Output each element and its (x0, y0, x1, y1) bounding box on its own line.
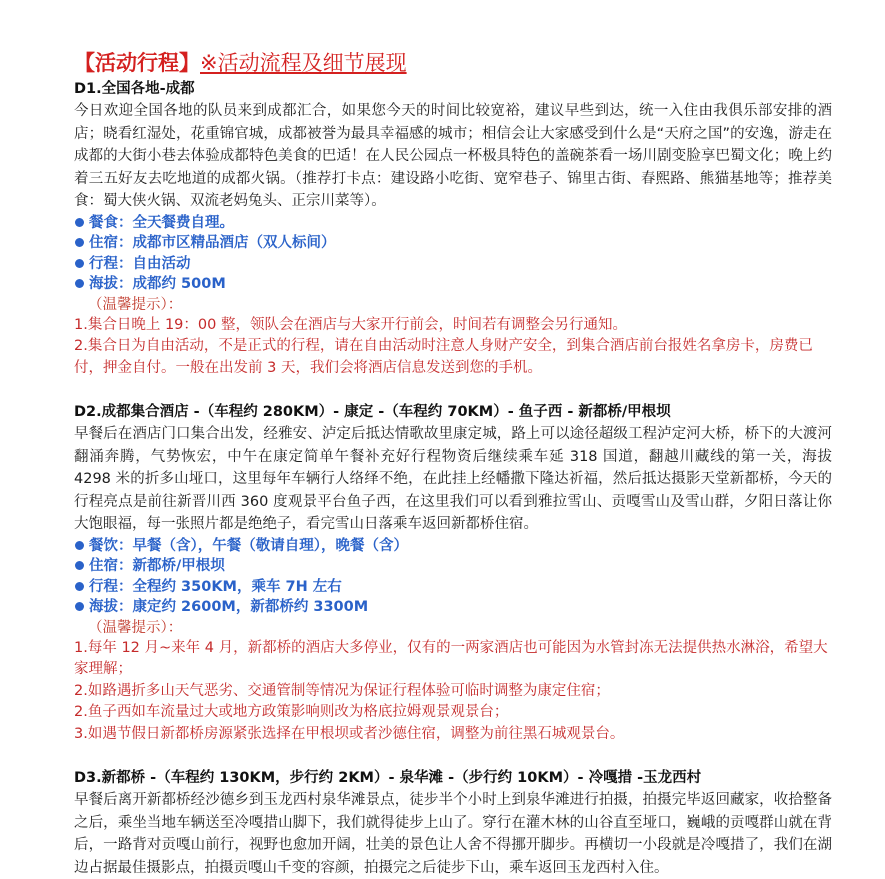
tip-item: 2.如路遇折多山天气恶劣、交通管制等情况为保证行程体验可临时调整为康定住宿； (74, 682, 610, 699)
day-info-list (74, 536, 885, 618)
day-description: 今日欢迎全国各地的队员来到成都汇合，如果您今天的时间比较宽裕，建议早些到达，统一入住由我俱乐部安排的酒店；晓看红湿处，花重锦官城，成都被誉为最具幸福感的城市；相信会让大家感受到什么是“天府之国”的安逸，游走在成都的大街小巷去体验成都特色美食的巴适！在人民公园点一杯极具特色的盖碗茶看一场川剧变脸享巴蜀文化；晚上约着三五好友去吃地道的成都火锅。（推荐打卡点：建设路小吃街、宽窄巷子、锦里古街、春熙路、熊猫基地等；推荐美食：蜀大侠火锅、双流老妈兔头、正宗川菜等）。 (74, 103, 832, 209)
tips-label: （温馨提示）： (88, 296, 183, 313)
info-item-altitude: 海拔：康定约 2600M，新都桥约 3300M (74, 597, 885, 618)
tip-item: 2.鱼子西如车流量过大或地方政策影响则改为格底拉姆观景观景台； (74, 704, 509, 720)
section-gap (74, 745, 885, 767)
day-description: 早餐后离开新都桥经沙德乡到玉龙西村泉华滩景点，徒步半个小时上到泉华滩进行拍摄，拍摄完毕返回藏家，收拾整备之后，乘坐当地车辆送至冷嘎措山脚下，我们就得徒步上山了。穿行在灌木林的山谷直至垭口，巍峨的贡嘎群山就在背后，一路背对贡嘎山前行，视野也愈加开阔，壮美的景色让人舍不得挪开脚步。再横切一小段就是冷嘎措了，我们在湖边占据最佳摄影点，拍摄贡嘎山千变的容颜，拍摄完之后徒步下山，乘车返回玉龙西村入住。 (74, 792, 832, 876)
bullet-dot-icon (75, 238, 84, 247)
day-title: D2.成都集合酒店 -（车程约 280KM）- 康定 -（车程约 70KM）- 鱼子西 - 新都桥/甲根坝 (74, 404, 671, 420)
info-item-lodging: 住宿：成都市区精品酒店（双人标间） (74, 233, 885, 254)
info-item-lodging: 住宿：新都桥/甲根坝 (74, 556, 885, 577)
tip-item: 1.集合日晚上 19：00 整，领队会在酒店与大家开行前会，时间若有调整会另行通知。 (74, 316, 627, 333)
bullet-dot-icon (75, 561, 84, 570)
day-section-3 (74, 767, 885, 879)
bullet-dot-icon (75, 259, 84, 268)
day-description: 早餐后在酒店门口集合出发，经雅安、泸定后抵达情歌故里康定城，路上可以途径超级工程泸定河大桥，桥下的大渡河翻涌奔腾，气势恢宏，中午在康定简单午餐补充好行程物资后继续乘车延 318 国道，翻越川藏线的第一关，海拔 4298 米的折多山垭口，这里每年车辆行人络绎不绝，在此挂上经幡撒下隆达祈福，然后抵达摄影天堂新都桥，今天的行程亮点是前往新晋川西 360 度观景平台鱼子西，在这里我们可以看到雅拉雪山、贡嘎雪山及雪山群，夕阳日落让你大饱眼福，每一张照片都是绝绝子，看完雪山日落乘车返回新都桥住宿。 (74, 426, 832, 532)
info-item-meals: 餐食：全天餐费自理。 (74, 213, 885, 234)
day-section-1 (74, 78, 885, 379)
bullet-dot-icon (75, 602, 84, 611)
info-item-route: 行程：自由活动 (74, 254, 885, 275)
bullet-dot-icon (75, 582, 84, 591)
tip-item: 1.每年 12 月~来年 4 月，新都桥的酒店大多停业，仅有的一两家酒店也可能因为水管封冻无法提供热水淋浴，希望大家理解； (74, 639, 828, 677)
tip-item: 2.集合日为自由活动，不是正式的行程，请在自由活动时注意人身财产安全，到集合酒店前台报姓名拿房卡，房费已付，押金自付。一般在出发前 3 天，我们会将酒店信息发送到您的手机。 (74, 338, 813, 376)
heading-subtitle: ※活动流程及细节展现 (200, 51, 407, 75)
day-title: D3.新都桥 -（车程约 130KM，步行约 2KM）- 泉华滩 -（步行约 10KM）- 冷嘎措 -玉龙西村 (74, 770, 702, 786)
day-section-2 (74, 401, 885, 745)
info-item-meals: 餐饮：早餐（含），午餐（敬请自理），晚餐（含） (74, 536, 885, 557)
section-gap (74, 379, 885, 401)
bullet-dot-icon (75, 541, 84, 550)
bullet-dot-icon (75, 218, 84, 227)
day-title: D1.全国各地-成都 (74, 81, 195, 97)
tip-item: 3.如遇节假日新都桥房源紧张选择在甲根坝或者沙德住宿，调整为前往黑石城观景台。 (74, 725, 625, 742)
info-item-altitude: 海拔：成都约 500M (74, 274, 885, 295)
info-item-route: 行程：全程约 350KM，乘车 7H 左右 (74, 577, 885, 598)
day-info-list (74, 213, 885, 295)
heading-title: 【活动行程】 (74, 51, 200, 75)
tips-label: （温馨提示）： (88, 619, 183, 636)
section-heading (74, 48, 885, 78)
bullet-dot-icon (75, 279, 84, 288)
